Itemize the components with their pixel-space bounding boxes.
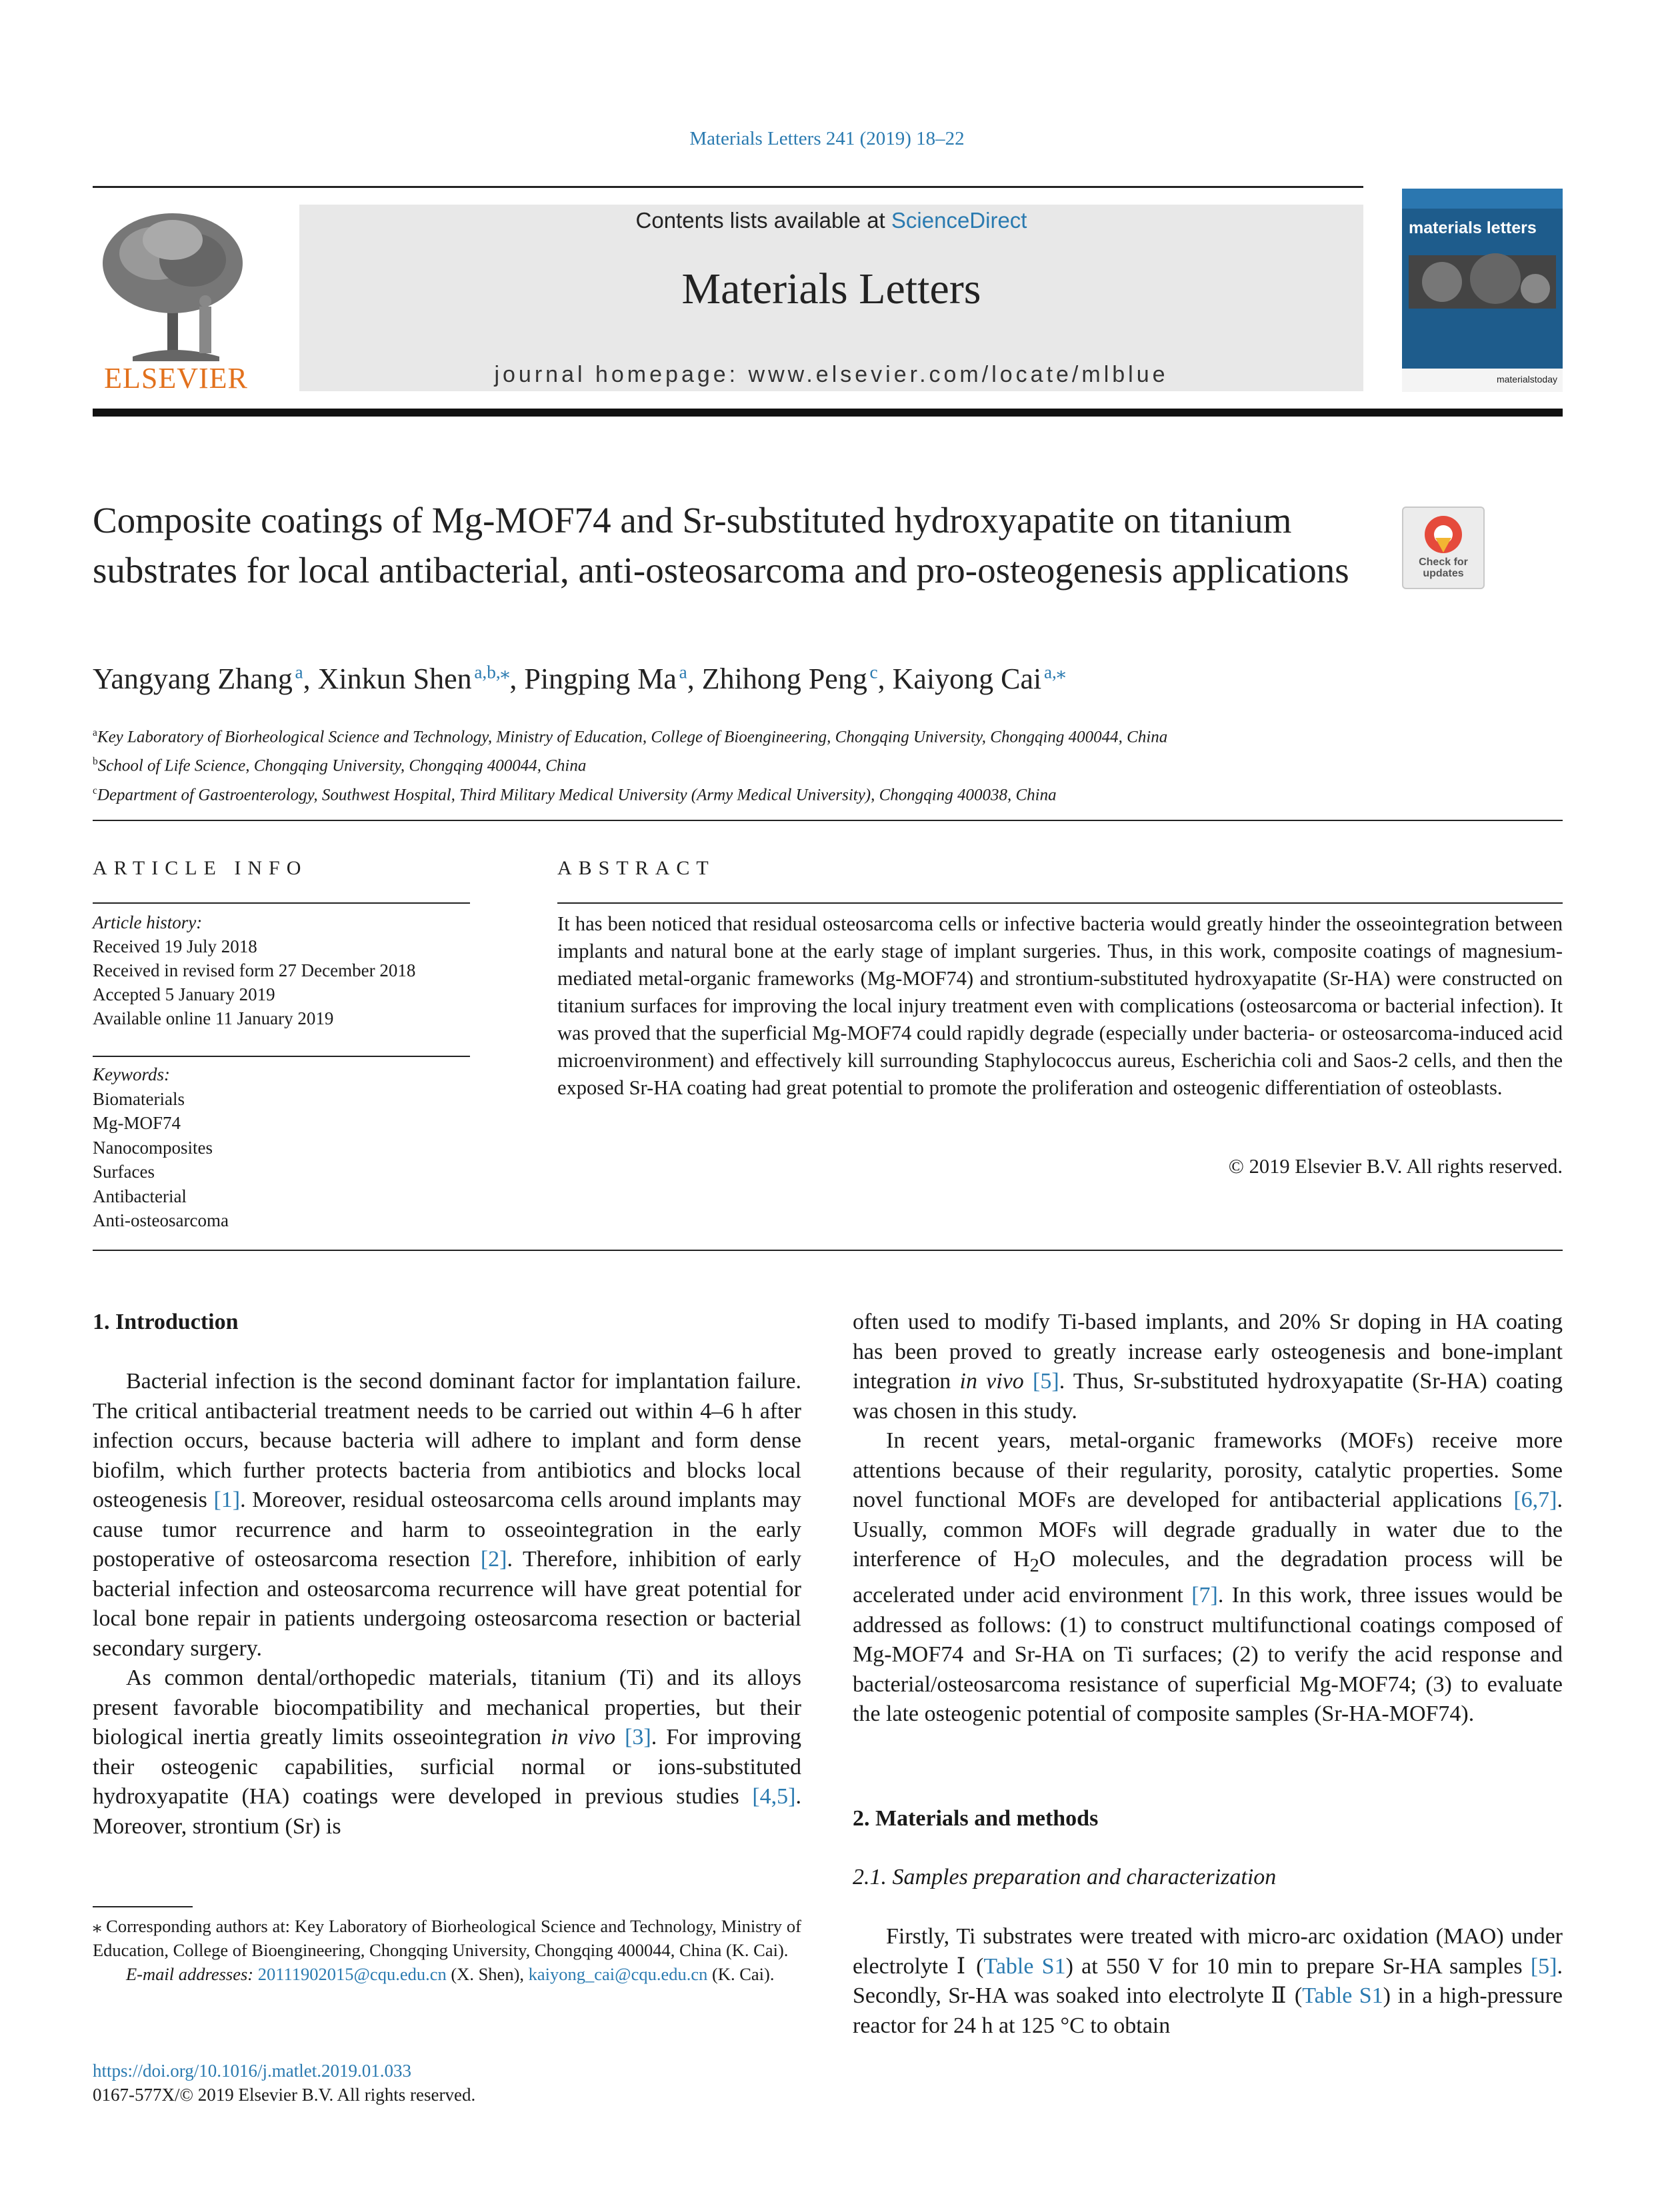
author-name[interactable]: Yangyang Zhang: [93, 662, 293, 695]
citation-link[interactable]: [2]: [480, 1547, 507, 1572]
history-item: Available online 11 January 2019: [93, 1008, 334, 1028]
header-thick-rule: [93, 409, 1563, 417]
citation-link[interactable]: [1]: [213, 1488, 241, 1512]
email-link[interactable]: 20111902015@cqu.edu.cn: [257, 1964, 447, 1984]
corresponding-footnote: ⁎ Corresponding authors at: Key Laboratory of Biorheological Science and Technology, Ministry of Education, College of Bioengineering, Chongqing University, Chongqing 400044, China (K. Cai). E-mail addresses: 20111902015@cqu.edu.cn (X. Shen), kaiyong_cai@cqu.edu.cn (K. Cai).: [93, 1916, 801, 1984]
affiliation: $^a$Key Laboratory of Biorheological Science and Technology, Ministry of Education, College of Bioengineering, Chongqing University, Chongqing 400044, China: [93, 727, 1168, 746]
citation-link[interactable]: [3]: [625, 1725, 651, 1749]
cover-footer: materialstoday: [1496, 374, 1557, 385]
citation-link[interactable]: [7]: [1191, 1583, 1218, 1608]
email-link[interactable]: kaiyong_cai@cqu.edu.cn: [528, 1964, 708, 1984]
divider: [93, 1056, 470, 1057]
divider: [93, 1250, 1563, 1251]
author-name[interactable]: Pingping Ma: [524, 662, 677, 695]
article-title: Composite coatings of Mg-MOF74 and Sr-substituted hydroxyapatite on titanium substrates for local antibacterial, anti-osteosarcoma and pro-osteogenesis applications: [93, 500, 1349, 590]
keywords: [93, 1062, 470, 1233]
journal-homepage[interactable]: journal homepage: www.elsevier.com/locate/mlblue: [494, 362, 1169, 387]
elsevier-logo: [93, 207, 259, 393]
methods-heading: 2. Materials and methods: [853, 1806, 1099, 1831]
history-label: Article history:: [93, 912, 203, 932]
cover-title: materials letters: [1409, 219, 1537, 237]
citation-link[interactable]: [6,7]: [1513, 1488, 1557, 1512]
history-item: Received in revised form 27 December 2018: [93, 960, 416, 980]
issn-line: 0167-577X/© 2019 Elsevier B.V. All rights reserved.: [93, 2085, 476, 2105]
article-history: [93, 910, 470, 1030]
check-for-updates-button[interactable]: [1402, 507, 1485, 589]
paragraph: Firstly, Ti substrates were treated with micro-arc oxidation (MAO) under electrolyte Ⅰ (Table S1) at 550 V for 10 min to prepare Sr-HA samples [5]. Secondly, Sr-HA was soaked into electrolyte Ⅱ (Table S1) in a high-pressure reactor for 24 h at 125 °C to obtain: [853, 1924, 1563, 2038]
history-item: Accepted 5 January 2019: [93, 984, 275, 1004]
keywords-label: Keywords:: [93, 1064, 170, 1084]
keyword: Surfaces: [93, 1162, 155, 1182]
author-affil-marker[interactable]: a,⁎: [1043, 662, 1066, 682]
citation-link[interactable]: [5]: [1033, 1369, 1059, 1394]
journal-cover[interactable]: [1402, 189, 1563, 392]
abstract-copyright: © 2019 Elsevier B.V. All rights reserved.: [1228, 1155, 1563, 1178]
abstract-heading: ABSTRACT: [557, 857, 715, 879]
author-name[interactable]: Kaiyong Cai: [892, 662, 1042, 695]
divider: [93, 902, 470, 904]
paragraph: Bacterial infection is the second dominant factor for implantation failure. The critical antibacterial treatment needs to be carried out within 4–6 h after infection occurs, because bacteria will adhere to implant and form dense biofilm, which further protects bacteria from antibiotics and blocks local osteogenesis [1]. Moreover, residual osteosarcoma cells around implants may cause tumor recurrence and harm to osseointegration in the early postoperative of osteosarcoma resection [2]. Therefore, inhibition of early bacterial infection and osteosarcoma recurrence will have great potential for local bone repair in patients undergoing osteosarcoma resection or bacterial secondary surgery.: [93, 1369, 801, 1661]
history-item: Received 19 July 2018: [93, 936, 257, 956]
table-link[interactable]: Table S1: [983, 1953, 1066, 1979]
author-affil-marker[interactable]: a: [295, 662, 303, 682]
article-info-heading: ARTICLE INFO: [93, 857, 308, 879]
affiliations: [93, 720, 1559, 807]
keyword: Nanocomposites: [93, 1137, 213, 1158]
affiliation: $^c$Department of Gastroenterology, Southwest Hospital, Third Military Medical University (Army Medical University), Chongqing 400038, China: [93, 784, 1057, 804]
paragraph: In recent years, metal-organic frameworks (MOFs) receive more attentions because of their regularity, porosity, catalytic properties. Some novel functional MOFs are developed for antibacterial applications [6,7]. Usually, common MOFs will degrade gradually in water due to the interference of $H_2O$ molecules, and the degradation process will be accelerated under acid environment [7]. In this work, three issues would be addressed as follows: (1) to construct multifunctional coatings composed of Mg-MOF74 and Sr-HA on Ti surfaces; (2) to verify the acid response and bacterial/osteosarcoma resistance of superficial Mg-MOF74; (3) to evaluate the late osteogenic potential of composite samples (Sr-HA-MOF74).: [853, 1428, 1563, 1727]
methods-paragraph: [853, 1922, 1563, 2041]
citation-link[interactable]: [4,5]: [752, 1784, 796, 1809]
keyword: Biomaterials: [93, 1088, 185, 1109]
right-column: [853, 1308, 1563, 1729]
keyword: Mg-MOF74: [93, 1113, 181, 1133]
author-name[interactable]: Xinkun Shen: [317, 662, 472, 695]
abstract-text: It has been noticed that residual osteosarcoma cells or infective bacteria would greatly hinder the osseointegration between implants and natural bone at the early stage of implant surgeries. Thus, in this work, composite coatings of magnesium-mediated metal-organic frameworks (Mg-MOF74) and strontium-substituted hydroxyapatite (Sr-HA) were constructed on titanium surfaces for improving the local injury treatment even with complications (osteosarcoma or bacterial infection). It was proved that the superficial Mg-MOF74 could rapidly degrade (especially under bacteria- or osteosarcoma-induced acid microenvironment) and effectively kill surrounding Staphylococcus aureus, Escherichia coli and Saos-2 cells, and then the exposed Sr-HA coating had great potential to promote the proliferation and osteogenic differentiation of osteoblasts.: [557, 912, 1563, 1099]
journal-name: Materials Letters: [681, 265, 981, 313]
contents-line: Contents lists available at ScienceDirect: [635, 208, 1027, 233]
top-rule: [93, 186, 1363, 188]
left-column: [93, 1367, 801, 1841]
divider: [93, 820, 1563, 821]
subsection-heading: 2.1. Samples preparation and characterization: [853, 1865, 1277, 1889]
author-affil-marker[interactable]: a: [679, 662, 687, 682]
author-name[interactable]: Zhihong Peng: [701, 662, 867, 695]
paragraph: often used to modify Ti-based implants, and 20% Sr doping in HA coating has been proved to greatly increase early osteogenesis and bone-implant integration in vivo [5]. Thus, Sr-substituted hydroxyapatite (Sr-HA) coating was chosen in this study.: [853, 1310, 1563, 1424]
keyword: Anti-osteosarcoma: [93, 1210, 229, 1230]
keyword: Antibacterial: [93, 1186, 187, 1206]
divider: [557, 902, 1563, 904]
doi-link[interactable]: https://doi.org/10.1016/j.matlet.2019.01.033: [93, 2061, 411, 2081]
footnote-rule: [93, 1906, 193, 1907]
cover-image-icon: [1402, 189, 1563, 392]
citation-link[interactable]: [5]: [1530, 1953, 1557, 1979]
check-updates-label: Check for updates: [1419, 556, 1468, 579]
author-affil-marker[interactable]: c: [869, 662, 878, 682]
author-affil-marker[interactable]: a,b,⁎: [474, 662, 510, 682]
affiliation: $^b$School of Life Science, Chongqing University, Chongqing 400044, China: [93, 756, 587, 775]
check-updates-icon: [1403, 511, 1483, 558]
intro-heading: 1. Introduction: [93, 1310, 239, 1334]
author-list: Yangyang Zhang $^a$, Xinkun Shen $^{a,b,⁎}$, Pingping Ma $^a$, Zhihong Peng $^c$, Kaiyong Cai $^{a,⁎}$: [93, 662, 1066, 695]
table-link[interactable]: Table S1: [1302, 1983, 1383, 2008]
paragraph: As common dental/orthopedic materials, titanium (Ti) and its alloys present favorable biocompatibility and mechanical properties, but their biological inertia greatly limits osseointegration in vivo [3]. For improving their osteogenic capabilities, surficial normal or ions-substituted hydroxyapatite (HA) coatings were developed in previous studies [4,5]. Moreover, strontium (Sr) is: [93, 1665, 802, 1839]
elsevier-wordmark: ELSEVIER: [104, 362, 248, 395]
journal-citation[interactable]: Materials Letters 241 (2019) 18–22: [689, 128, 965, 149]
sciencedirect-link[interactable]: ScienceDirect: [891, 208, 1027, 233]
